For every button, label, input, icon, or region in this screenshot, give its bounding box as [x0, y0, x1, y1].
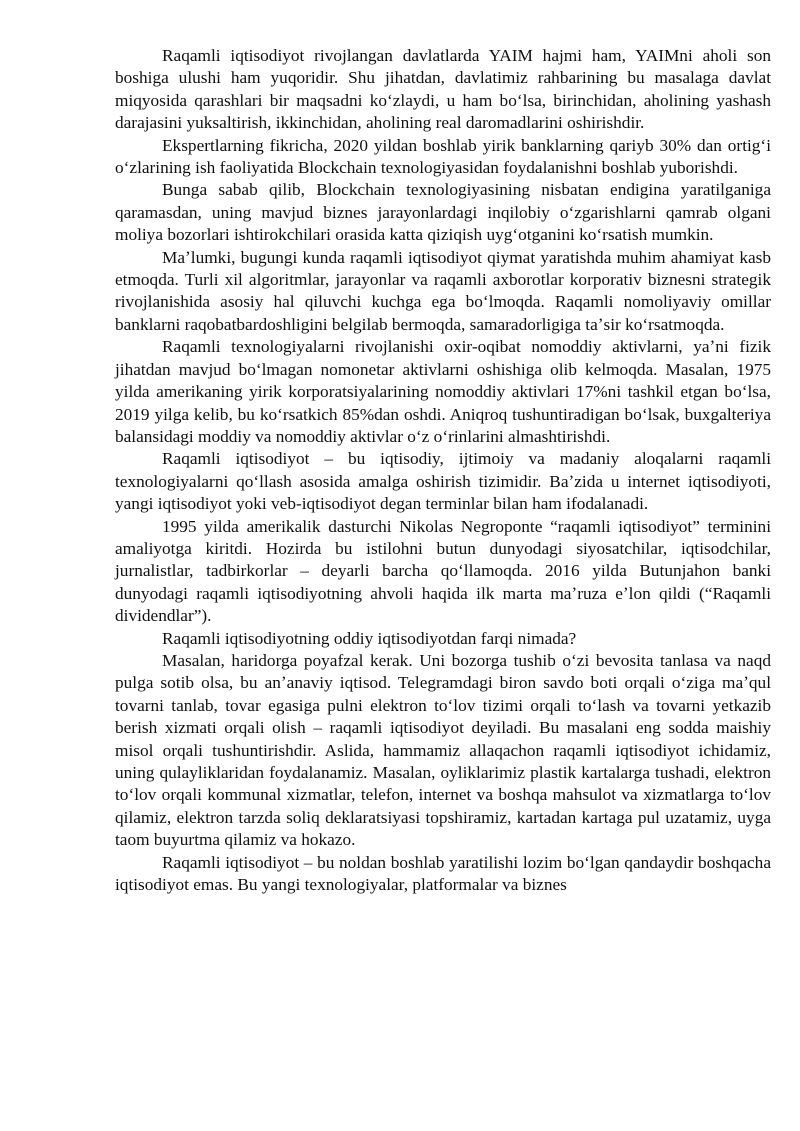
paragraph-3: Bunga sabab qilib, Blockchain texnologiyasining nisbatan endigina yaratilganiga qaramasdan, uning mavjud biznes jarayonlardagi inqilobiy oʻzgarishlarni qamrab olgani moliya bozorlari ishtirokchilari orasida katta qiziqish uygʻotganini koʻrsatish mumkin. [115, 180, 771, 245]
paragraph-1: Raqamli iqtisodiyot rivojlangan davlatlarda YAIM hajmi ham, YAIMni aholi son boshiga ulushi ham yuqoridir. Shu jihatdan, davlatimiz rahbarining bu masalaga davlat miqyosida qarashlari bir maqsadni koʻzlaydi, u ham boʻlsa, birinchidan, aholining yashash darajasini yuksaltirish, ikkinchidan, aholining real daromadlarini oshirishdir. [115, 46, 771, 133]
document-page [115, 45, 771, 896]
paragraph-10: Raqamli iqtisodiyot – bu noldan boshlab yaratilishi lozim boʻlgan qandaydir boshqacha iqtisodiyot emas. Bu yangi texnologiyalar, platformalar va biznes [115, 852, 771, 895]
paragraph-5: Raqamli texnologiyalarni rivojlanishi oxir-oqibat nomoddiy aktivlarni, yaʼni fizik jihatdan mavjud boʻlmagan nomonetar aktivlarni oshishiga olib kelmoqda. Masalan, 1975 yilda amerikaning yirik korporatsiyalarining nomoddiy aktivlari 17%ni tashkil etgan boʻlsa, 2019 yilga kelib, bu koʻrsatkich 85%dan oshdi. Aniqroq tushuntiradigan boʻlsak, buxgalteriya balansidagi moddiy va nomoddiy aktivlar oʻz oʻrinlarini almashtirishdi. [115, 337, 771, 446]
paragraph-7: 1995 yilda amerikalik dasturchi Nikolas Negroponte “raqamli iqtisodiyot” terminini amaliyotga kiritdi. Hozirda bu istilohni butun dunyodagi siyosatchilar, iqtisodchilar, jurnalistlar, tadbirkorlar – deyarli barcha qoʻllamoqda. 2016 yilda Butunjahon banki dunyodagi raqamli iqtisodiyotning ahvoli haqida ilk marta maʼruza eʼlon qildi (“Raqamli dividendlar”). [115, 516, 771, 626]
paragraph-4: Maʼlumki, bugungi kunda raqamli iqtisodiyot qiymat yaratishda muhim ahamiyat kasb etmoqda. Turli xil algoritmlar, jarayonlar va raqamli axborotlar korporativ biznesni strategik rivojlanishida asosiy hal qiluvchi kuchga ega boʻlmoqda. Raqamli nomoliyaviy omillar banklarni raqobatbardoshligini belgilab bermoqda, samaradorligiga taʼsir koʻrsatmoqda. [115, 247, 771, 334]
paragraph-9: Masalan, haridorga poyafzal kerak. Uni bozorga tushib oʻzi bevosita tanlasa va naqd pulga sotib olsa, bu anʼanaviy iqtisod. Telegramdagi biron savdo boti orqali oʻziga maʼqul tovarni tanlab, tovar egasiga pulni elektron toʻlov tizimi orqali toʻlash va tovarni yetkazib berish xizmati orqali olish – raqamli iqtisodiyot deyiladi. Bu masalani eng sodda maishiy misol orqali tushuntirishdir. Aslida, hammamiz allaqachon raqamli iqtisodiyot ichidamiz, uning qulayliklaridan foydalanamiz. Masalan, oyliklarimiz plastik kartalarga tushadi, elektron toʻlov orqali kommunal xizmatlar, telefon, internet va boshqa mahsulot va xizmatlarga toʻlov qilamiz, elektron tarzda soliq deklaratsiyasi topshiramiz, kartadan kartaga pul uzatamiz, uyga taom buyurtma qilamiz va hokazo. [115, 650, 771, 850]
paragraph-6: Raqamli iqtisodiyot – bu iqtisodiy, ijtimoiy va madaniy aloqalarni raqamli texnologiyalarni qoʻllash asosida amalga oshirish tizimidir. Baʼzida u internet iqtisodiyoti, yangi iqtisodiyot yoki veb-iqtisodiyot degan terminlar bilan ham ifodalanadi. [115, 449, 771, 514]
paragraph-8: Raqamli iqtisodiyotning oddiy iqtisodiyotdan farqi nimada? [162, 628, 577, 648]
paragraph-2: Ekspertlarning fikricha, 2020 yildan boshlab yirik banklarning qariyb 30% dan ortigʻi oʻzlarining ish faoliyatida Blockchain texnologiyasidan foydalanishni boshlab yuborishdi. [115, 135, 771, 178]
